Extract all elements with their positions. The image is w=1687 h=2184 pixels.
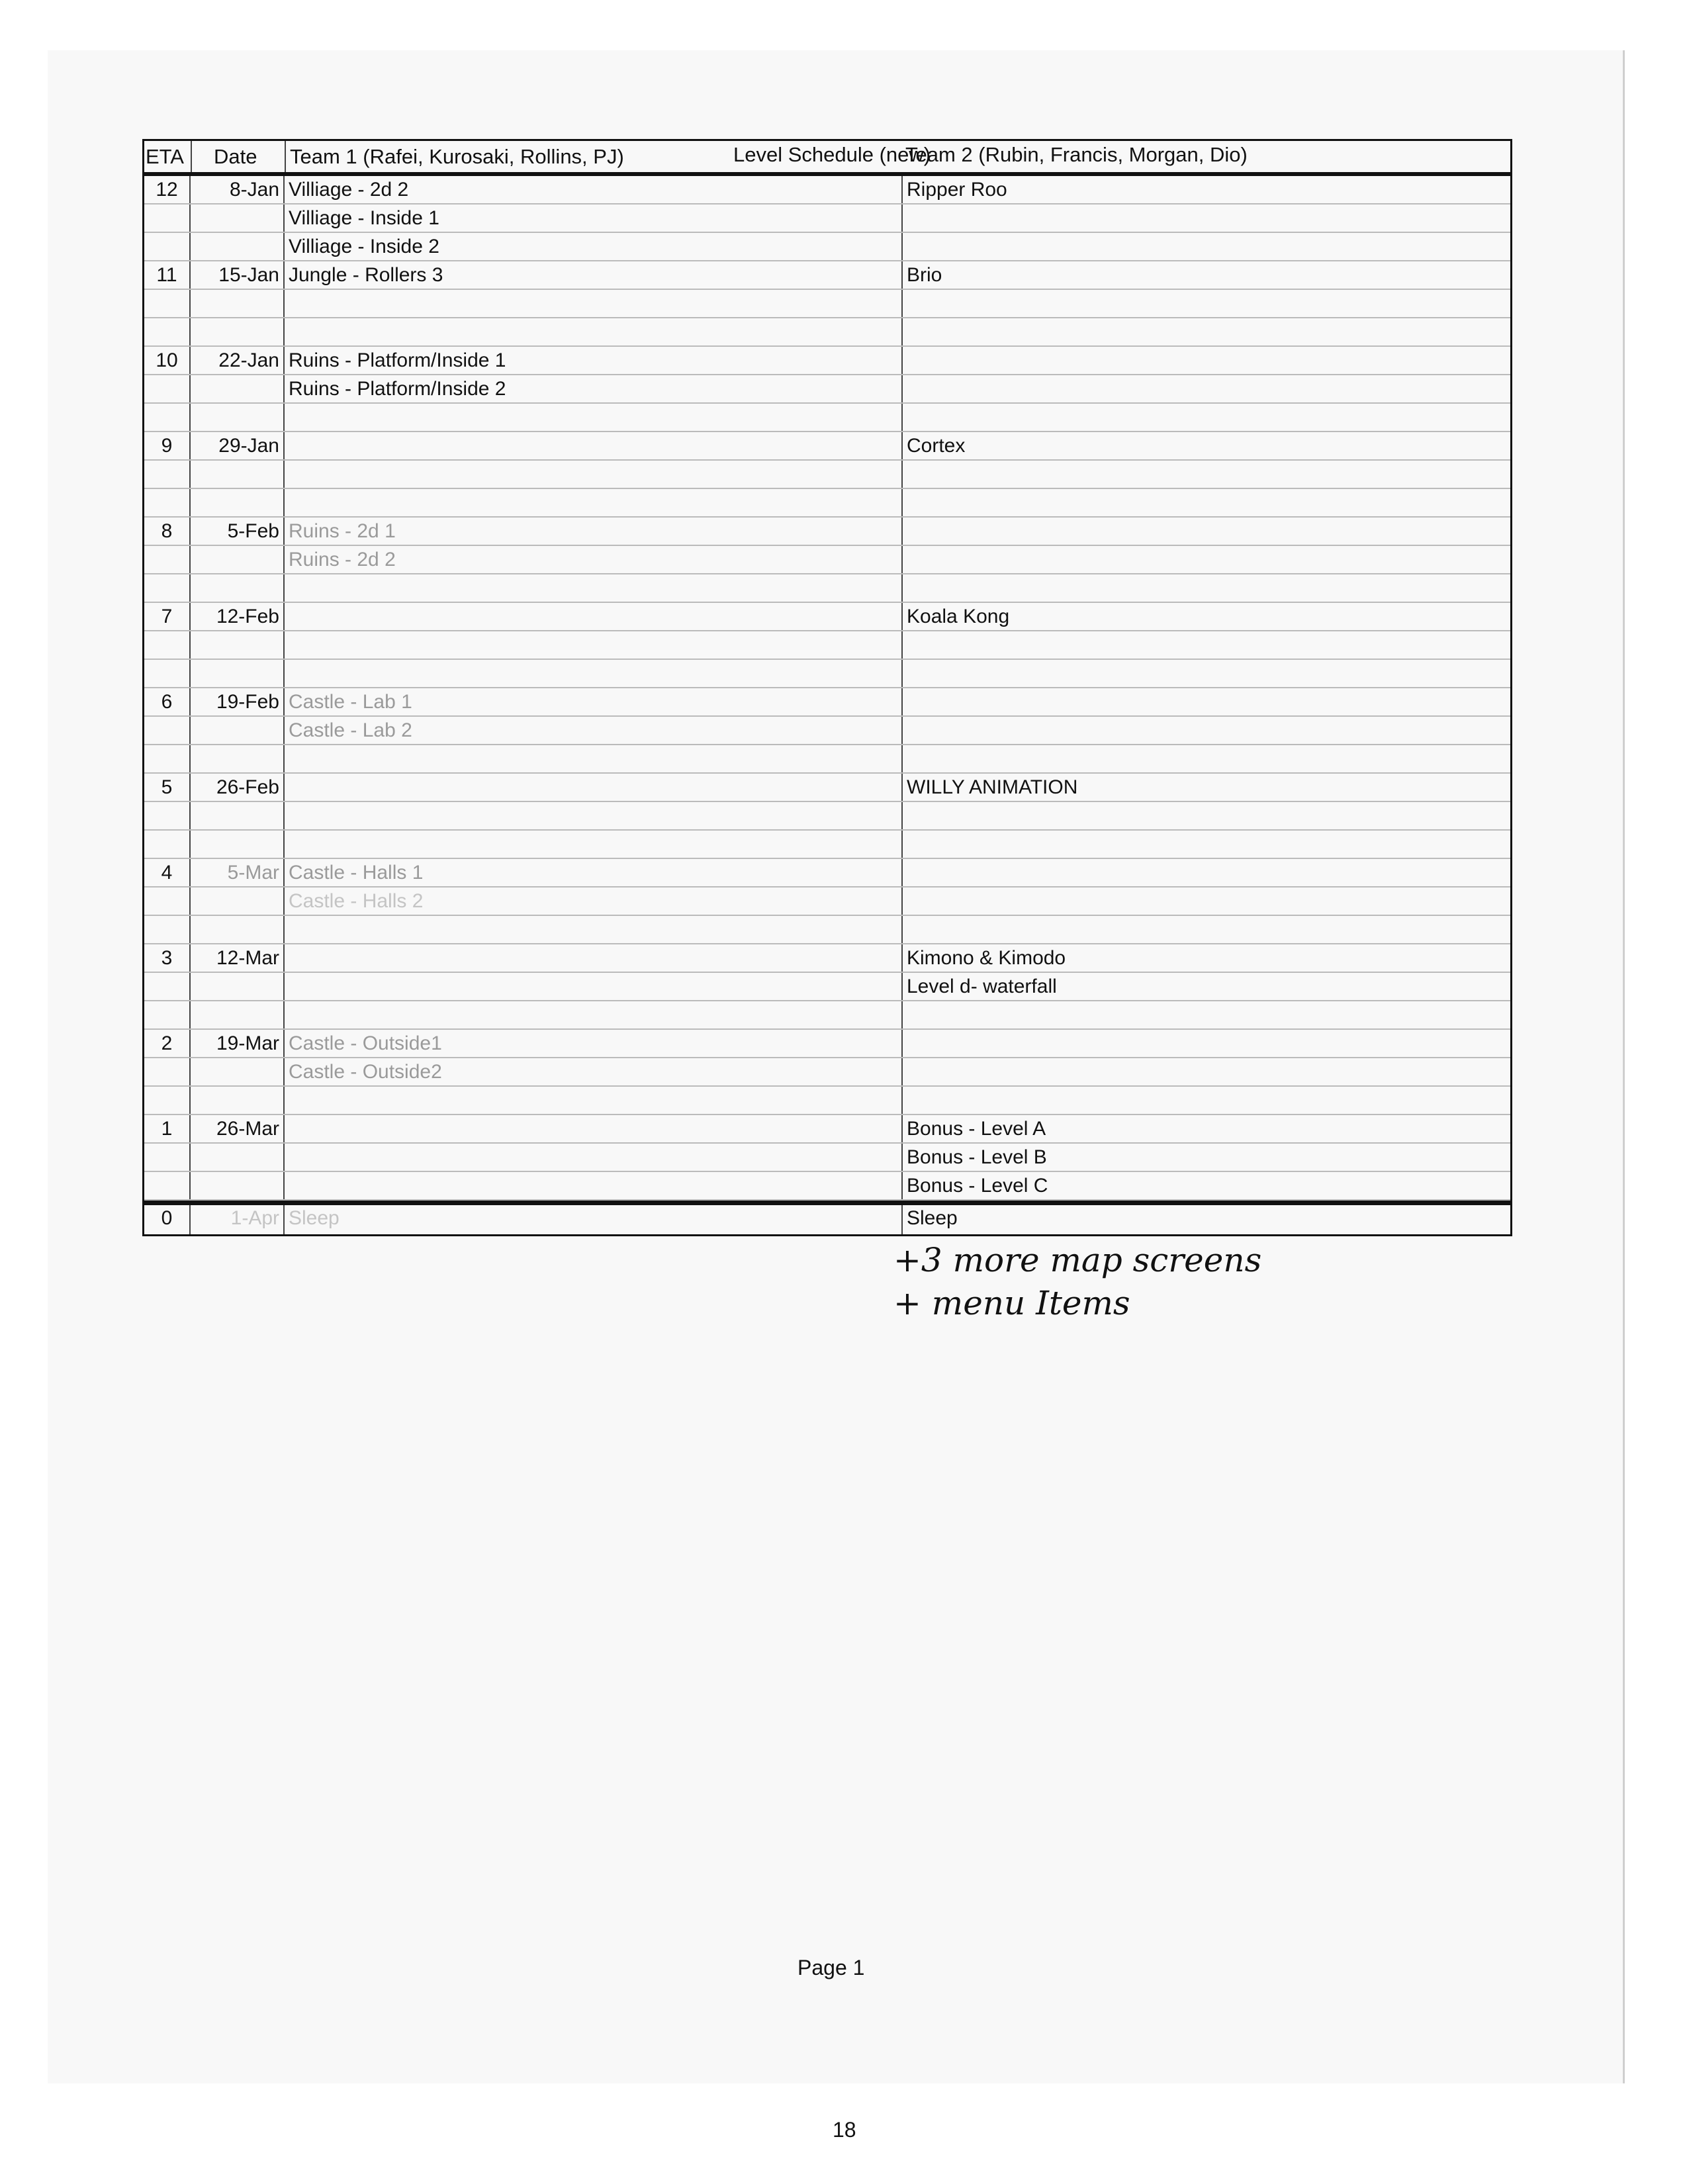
cell-date	[191, 831, 285, 858]
cell-team1	[285, 1172, 903, 1199]
table-row	[144, 859, 1510, 887]
table-row	[144, 631, 1510, 660]
table-row	[144, 546, 1510, 574]
cell-eta: 11	[144, 261, 191, 289]
cell-date: 5-Mar	[191, 859, 285, 886]
cell-date	[191, 717, 285, 744]
cell-team2	[903, 1030, 1510, 1057]
cell-team2	[903, 745, 1510, 772]
cell-date	[191, 631, 285, 659]
cell-eta: 1	[144, 1115, 191, 1142]
cell-team2	[903, 859, 1510, 886]
cell-team1	[285, 290, 903, 317]
cell-eta	[144, 489, 191, 516]
cell-date: 12-Feb	[191, 603, 285, 630]
cell-team1	[285, 774, 903, 801]
cell-eta	[144, 318, 191, 345]
cell-eta	[144, 290, 191, 317]
table-row	[144, 233, 1510, 261]
cell-date	[191, 802, 285, 829]
header-title: Level Schedule (new)	[733, 143, 931, 166]
cell-date	[191, 745, 285, 772]
table-row	[144, 375, 1510, 404]
cell-date	[191, 887, 285, 915]
cell-team2: Ripper Roo	[907, 179, 1007, 201]
header-team2: Team 2 (Rubin, Francis, Morgan, Dio)	[905, 143, 1248, 166]
cell-team2	[903, 518, 1510, 545]
cell-eta: 5	[144, 774, 191, 801]
cell-team1: Castle - Lab 2	[285, 717, 903, 744]
cell-team1	[285, 802, 903, 829]
cell-team1: Castle - Halls 2	[285, 887, 903, 915]
cell-date	[191, 290, 285, 317]
cell-team2	[903, 688, 1510, 715]
table-row	[144, 489, 1510, 518]
cell-team2: Koala Kong	[907, 606, 1010, 627]
cell-team2: Cortex	[907, 435, 966, 457]
cell-team1	[285, 489, 903, 516]
cell-eta	[144, 1001, 191, 1028]
cell-team1: Castle - Lab 1	[285, 688, 903, 715]
cell-team2	[903, 1087, 1510, 1114]
cell-date	[191, 205, 285, 232]
cell-team1: Villiage - 2d 2	[285, 176, 903, 203]
cell-date	[191, 461, 285, 488]
table-row	[144, 205, 1510, 233]
cell-team1	[285, 944, 903, 972]
cell-date: 19-Mar	[191, 1030, 285, 1057]
cell-eta	[144, 404, 191, 431]
table-row	[144, 916, 1510, 944]
table-body	[142, 176, 1512, 1201]
cell-team2	[903, 489, 1510, 516]
cell-eta	[144, 205, 191, 232]
cell-team2: WILLY ANIMATION	[907, 776, 1078, 798]
cell-date	[191, 318, 285, 345]
cell-eta	[144, 916, 191, 943]
level-schedule-table	[142, 139, 1512, 1236]
table-row	[144, 660, 1510, 688]
cell-eta: 3	[144, 944, 191, 972]
table-row	[144, 973, 1510, 1001]
cell-date	[191, 1172, 285, 1199]
cell-team2	[903, 375, 1510, 402]
cell-team1	[285, 745, 903, 772]
cell-eta	[144, 574, 191, 602]
cell-eta	[144, 973, 191, 1000]
cell-team1	[285, 831, 903, 858]
cell-date	[191, 916, 285, 943]
cell-team1	[285, 318, 903, 345]
header-date: Date	[214, 145, 257, 168]
cell-date	[191, 233, 285, 260]
cell-date: 12-Mar	[191, 944, 285, 972]
cell-team1	[285, 1001, 903, 1028]
cell-date	[191, 375, 285, 402]
cell-team1	[285, 660, 903, 687]
header-eta: ETA	[146, 145, 184, 168]
cell-eta: 8	[144, 518, 191, 545]
table-row	[144, 261, 1510, 290]
page-number: 18	[833, 2118, 856, 2142]
table-row	[144, 1087, 1510, 1115]
table-row	[144, 802, 1510, 831]
table-row	[144, 831, 1510, 859]
table-row	[144, 347, 1510, 375]
cell-team1	[285, 1087, 903, 1114]
cell-eta: 2	[144, 1030, 191, 1057]
cell-team2	[903, 802, 1510, 829]
cell-team2	[903, 1001, 1510, 1028]
handwritten-note-1: +3 more map screens	[893, 1241, 1262, 1279]
table-row	[144, 887, 1510, 916]
cell-eta	[144, 1087, 191, 1114]
cell-team1: Sleep	[285, 1205, 903, 1234]
table-row	[144, 574, 1510, 603]
cell-team1: Villiage - Inside 1	[285, 205, 903, 232]
cell-team2	[903, 631, 1510, 659]
cell-team2	[903, 318, 1510, 345]
cell-eta	[144, 631, 191, 659]
table-row	[144, 176, 1510, 205]
cell-eta: 4	[144, 859, 191, 886]
cell-eta: 6	[144, 688, 191, 715]
table-row	[144, 688, 1510, 717]
table-row	[144, 1115, 1510, 1144]
cell-date: 19-Feb	[191, 688, 285, 715]
cell-team2: Kimono & Kimodo	[907, 947, 1066, 969]
cell-eta	[144, 802, 191, 829]
cell-date	[191, 1058, 285, 1085]
cell-team1	[285, 1144, 903, 1171]
cell-team2	[903, 1058, 1510, 1085]
cell-date: 26-Mar	[191, 1115, 285, 1142]
cell-team2	[903, 461, 1510, 488]
cell-date: 1-Apr	[191, 1205, 285, 1234]
cell-team2	[903, 404, 1510, 431]
cell-team1: Ruins - Platform/Inside 2	[285, 375, 903, 402]
cell-eta	[144, 887, 191, 915]
cell-date: 5-Feb	[191, 518, 285, 545]
cell-eta	[144, 546, 191, 573]
cell-team2	[903, 574, 1510, 602]
table-row	[144, 404, 1510, 432]
cell-eta: 9	[144, 432, 191, 459]
cell-team1	[285, 461, 903, 488]
cell-eta	[144, 1144, 191, 1171]
cell-team2	[903, 205, 1510, 232]
page-label: Page 1	[798, 1956, 865, 1979]
cell-eta	[144, 461, 191, 488]
cell-team1: Jungle - Rollers 3	[285, 261, 903, 289]
table-row	[144, 1030, 1510, 1058]
cell-team2: Bonus - Level B	[907, 1146, 1047, 1168]
table-row	[144, 774, 1510, 802]
cell-eta	[144, 660, 191, 687]
table-row	[144, 318, 1510, 347]
cell-team2	[903, 546, 1510, 573]
cell-team2: Level d- waterfall	[907, 976, 1057, 997]
cell-eta	[144, 717, 191, 744]
table-row	[144, 1144, 1510, 1172]
cell-date: 8-Jan	[191, 176, 285, 203]
cell-team1	[285, 574, 903, 602]
table-row	[144, 432, 1510, 461]
cell-team1: Villiage - Inside 2	[285, 233, 903, 260]
cell-team2	[903, 916, 1510, 943]
cell-date	[191, 404, 285, 431]
cell-team2	[903, 233, 1510, 260]
table-row	[144, 290, 1510, 318]
cell-team1: Castle - Outside2	[285, 1058, 903, 1085]
cell-eta	[144, 233, 191, 260]
table-row	[144, 944, 1510, 973]
cell-team1	[285, 603, 903, 630]
cell-date: 22-Jan	[191, 347, 285, 374]
table-row	[144, 461, 1510, 489]
cell-date: 15-Jan	[191, 261, 285, 289]
cell-team1: Ruins - Platform/Inside 1	[285, 347, 903, 374]
table-header	[142, 139, 1512, 176]
cell-eta	[144, 745, 191, 772]
cell-eta	[144, 1058, 191, 1085]
table-row	[144, 745, 1510, 774]
cell-team1	[285, 631, 903, 659]
cell-team2	[903, 831, 1510, 858]
cell-team2	[903, 290, 1510, 317]
table-row	[144, 518, 1510, 546]
cell-date	[191, 1001, 285, 1028]
header-team1: Team 1 (Rafei, Kurosaki, Rollins, PJ)	[290, 145, 624, 168]
cell-team2	[903, 347, 1510, 374]
cell-eta: 0	[144, 1205, 191, 1234]
cell-date: 26-Feb	[191, 774, 285, 801]
cell-team1	[285, 432, 903, 459]
cell-team1	[285, 973, 903, 1000]
cell-team1: Ruins - 2d 1	[285, 518, 903, 545]
cell-team1	[285, 404, 903, 431]
table-row	[144, 603, 1510, 631]
cell-team1: Ruins - 2d 2	[285, 546, 903, 573]
table-row	[144, 717, 1510, 745]
cell-team2: Sleep	[907, 1207, 958, 1229]
cell-eta	[144, 1172, 191, 1199]
cell-team2: Bonus - Level C	[907, 1175, 1048, 1197]
cell-date	[191, 1144, 285, 1171]
cell-team2: Bonus - Level A	[907, 1118, 1046, 1140]
cell-date	[191, 973, 285, 1000]
cell-date	[191, 546, 285, 573]
cell-date: 29-Jan	[191, 432, 285, 459]
table-row	[144, 1058, 1510, 1087]
cell-team2: Brio	[907, 264, 942, 286]
cell-team2	[903, 717, 1510, 744]
table-row-final	[142, 1201, 1512, 1236]
cell-team1: Castle - Halls 1	[285, 859, 903, 886]
cell-eta: 7	[144, 603, 191, 630]
cell-date	[191, 489, 285, 516]
handwritten-note-2: + menu Items	[893, 1284, 1130, 1322]
cell-team2	[903, 887, 1510, 915]
table-row	[144, 1172, 1510, 1201]
cell-date	[191, 574, 285, 602]
cell-date	[191, 660, 285, 687]
cell-eta: 10	[144, 347, 191, 374]
cell-team2	[903, 660, 1510, 687]
cell-team1	[285, 1115, 903, 1142]
cell-team1: Castle - Outside1	[285, 1030, 903, 1057]
cell-team1	[285, 916, 903, 943]
cell-eta: 12	[144, 176, 191, 203]
cell-date	[191, 1087, 285, 1114]
table-row	[144, 1001, 1510, 1030]
cell-eta	[144, 831, 191, 858]
cell-eta	[144, 375, 191, 402]
